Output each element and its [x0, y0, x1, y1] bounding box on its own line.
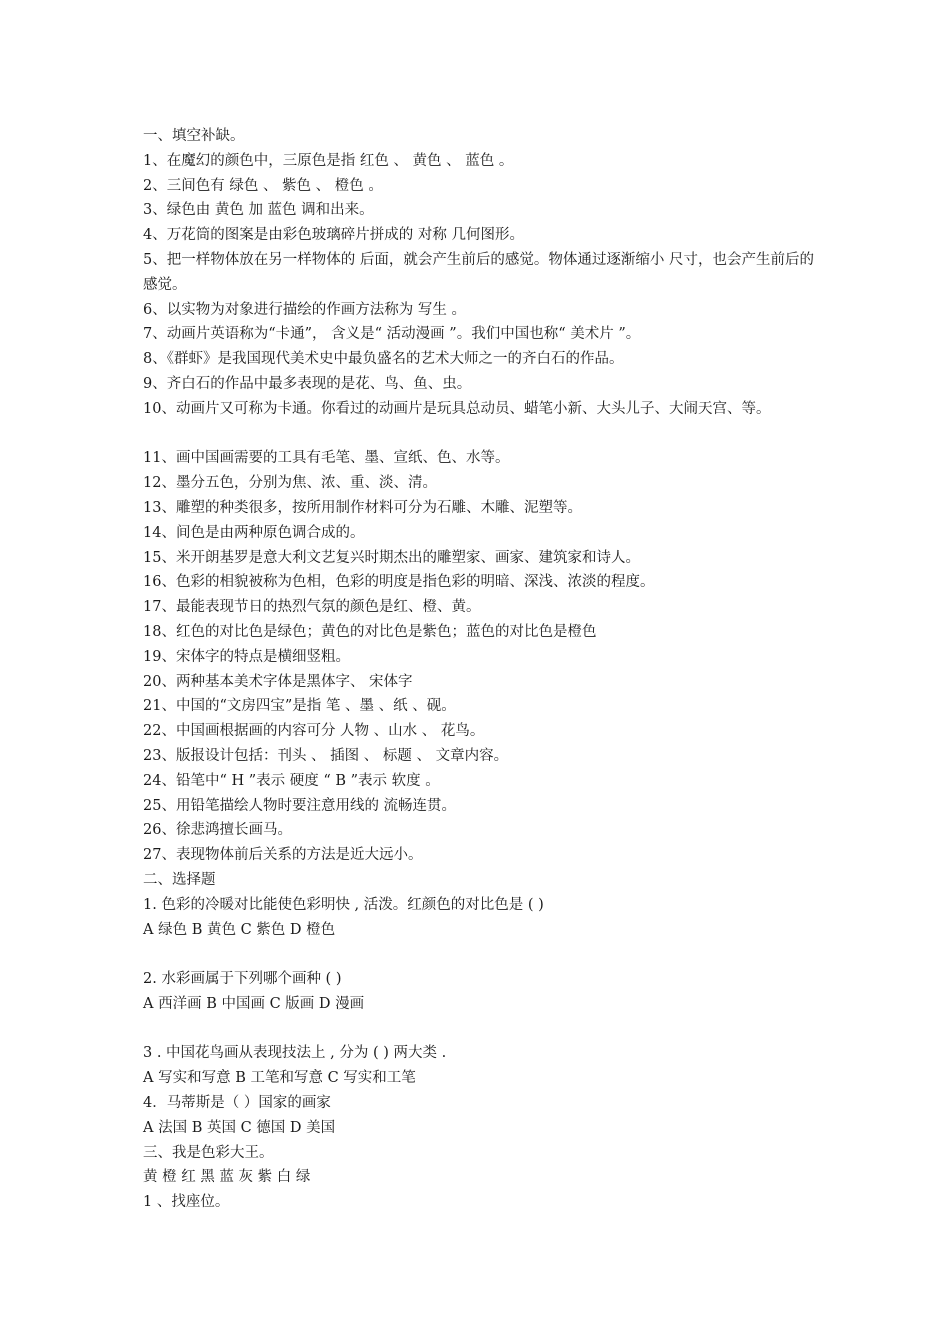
question-14: 14、间色是由两种原色调合成的。 [143, 524, 365, 541]
question-6: 6、以实物为对象进行描绘的作画方法称为 写生 。 [143, 301, 466, 318]
question-2: 2、三间色有 绿色 、 紫色 、 橙色 。 [143, 177, 383, 194]
choice-question-2: 2. 水彩画属于下列哪个画种 ( ) [143, 971, 342, 988]
question-24: 24、铅笔中“ H ”表示 硬度 “ B ”表示 软度 。 [143, 772, 440, 789]
question-8: 8、《群虾》是我国现代美术史中最负盛名的艺术大师之一的齐白石的作品。 [143, 351, 624, 368]
question-17: 17、最能表现节日的热烈气氛的颜色是红、橙、黄。 [143, 599, 481, 616]
question-4: 4、万花筒的图案是由彩色玻璃碎片拼成的 对称 几何图形。 [143, 227, 524, 244]
question-15: 15、米开朗基罗是意大利文艺复兴时期杰出的雕塑家、画家、建筑家和诗人。 [143, 549, 640, 566]
choice-options-4: A 法国 B 英国 C 德国 D 美国 [143, 1119, 336, 1136]
blank-line [143, 422, 823, 447]
question-13: 13、雕塑的种类很多，按所用制作材料可分为石雕、木雕、泥塑等。 [143, 499, 582, 516]
question-11: 11、画中国画需要的工具有毛笔、墨、宣纸、色、水等。 [143, 450, 510, 467]
question-25: 25、用铅笔描绘人物时要注意用线的 流畅连贯。 [143, 797, 457, 814]
question-18: 18、红色的对比色是绿色；黄色的对比色是紫色；蓝色的对比色是橙色 [143, 623, 597, 640]
choice-options-1: A 绿色 B 黄色 C 紫色 D 橙色 [143, 921, 336, 938]
question-7: 7、动画片英语称为“卡通”， 含义是“ 活动漫画 ”。我们中国也称“ 美术片 ”。 [143, 326, 641, 343]
question-16: 16、色彩的相貌被称为色相，色彩的明度是指色彩的明暗、深浅、浓淡的程度。 [143, 574, 655, 591]
document-body [143, 124, 823, 1215]
choice-options-2: A 西洋画 B 中国画 C 版画 D 漫画 [143, 995, 365, 1012]
question-1: 1、在魔幻的颜色中，三原色是指 红色 、 黄色 、 蓝色 。 [143, 152, 514, 169]
question-10: 10、动画片又可称为卡通。你看过的动画片是玩具总动员、蜡笔小新、大头儿子、大闹天宫、等。 [143, 400, 771, 417]
blank-line [143, 942, 823, 967]
question-19: 19、宋体字的特点是横细竖粗。 [143, 648, 350, 665]
question-3: 3、绿色由 黄色 加 蓝色 调和出来。 [143, 202, 374, 219]
choice-options-3: A 写实和写意 B 工笔和写意 C 写实和工笔 [143, 1070, 416, 1087]
section-heading-multiple-choice: 二、选择题 [143, 871, 216, 888]
choice-question-4: 4．马蒂斯是（ ）国家的画家 [143, 1095, 331, 1112]
sub-question-find-seat: 1 、找座位。 [143, 1194, 230, 1211]
question-23: 23、版报设计包括：刊头 、 插图 、 标题 、 文章内容。 [143, 747, 509, 764]
question-20: 20、两种基本美术字体是黑体字、 宋体字 [143, 673, 413, 690]
question-9: 9、齐白石的作品中最多表现的是花、鸟、鱼、虫。 [143, 375, 472, 392]
question-26: 26、徐悲鸿擅长画马。 [143, 822, 292, 839]
section-heading-color-king: 三、我是色彩大王。 [143, 1144, 274, 1161]
choice-question-1: 1. 色彩的冷暖对比能使色彩明快 , 活泼。红颜色的对比色是 ( ) [143, 896, 544, 913]
question-21: 21、中国的“文房四宝”是指 笔 、墨 、纸 、砚。 [143, 698, 456, 715]
blank-line [143, 1017, 823, 1042]
question-12: 12、墨分五色，分别为焦、浓、重、淡、清。 [143, 475, 437, 492]
question-22: 22、中国画根据画的内容可分 人物 、山水 、 花鸟。 [143, 723, 485, 740]
question-5: 5、把一样物体放在另一样物体的 后面，就会产生前后的感觉。物体通过逐渐缩小 尺寸，也会产生前后的感觉。 [143, 251, 814, 293]
question-27: 27、表现物体前后关系的方法是近大远小。 [143, 847, 423, 864]
section-heading-fill-blank: 一、填空补缺。 [143, 128, 245, 144]
color-word-list: 黄 橙 红 黑 蓝 灰 紫 白 绿 [143, 1169, 311, 1186]
choice-question-3: 3 . 中国花鸟画从表现技法上 , 分为 ( ) 两大类 . [143, 1045, 447, 1062]
